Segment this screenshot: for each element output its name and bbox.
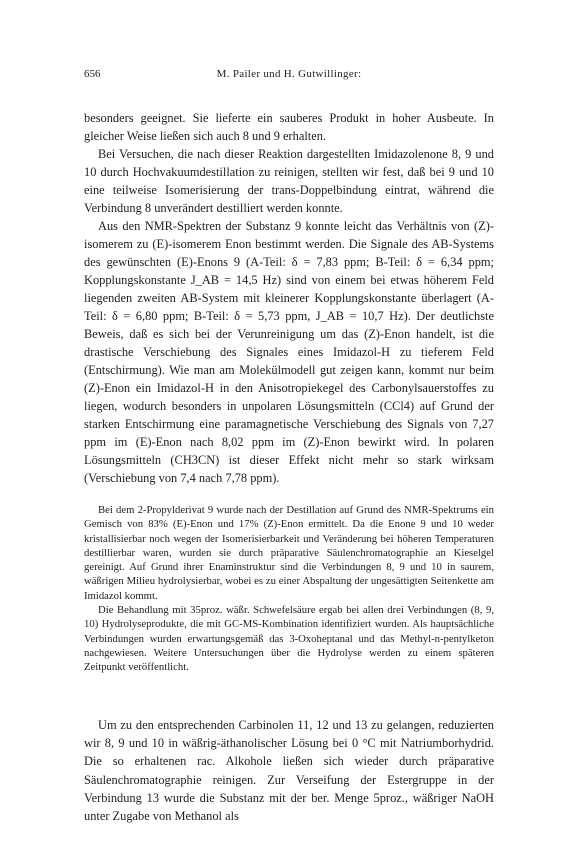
small-print-block xyxy=(84,503,494,675)
running-header xyxy=(84,68,494,84)
page-number: 656 xyxy=(84,68,101,80)
main-text-block-2 xyxy=(84,716,494,825)
small-paragraph-hydrolysis: Die Behandlung mit 35proz. wäßr. Schwefelsäure ergab bei allen drei Verbindungen (8, 9, 10) Hydrolyseprodukte, die mit GC-MS-Kombination identifiziert wurden. Als hauptsächliche Verbindungen wurden erwartungsgemäß das 3-Oxoheptanal und das Methyl-n-pentylketon nachgewiesen. Weitere Untersuchungen über die Hydrolyse werden zu einem späteren Zeitpunkt veröffentlicht. xyxy=(84,604,494,674)
paragraph-distillation: Bei Versuchen, die nach dieser Reaktion dargestellten Imidazolenone 8, 9 und 10 durch Hochvakuumdestillation zu reinigen, stellten wir fest, daß bei 9 und 10 eine teilweise Isomerisierung der trans-Doppelbindung eintrat, während die Verbindung 8 unverändert destilliert werden konnte. xyxy=(84,147,494,215)
main-text-block xyxy=(84,109,494,487)
paragraph-carbinols: Um zu den entsprechenden Carbinolen 11, 12 und 13 zu gelangen, reduzierten wir 8, 9 und 10 in wäßrig-äthanolischer Lösung bei 0 °C mit Natriumborhydrid. Die so erhaltenen rac. Alkohole ließen sich wieder durch präparative Säulenchromatographie reinigen. Zur Verseifung der Estergruppe in der Verbindung 13 wurde die Substanz mit der ber. Menge 5proz., wäßriger NaOH unter Zugabe von Methanol als xyxy=(84,718,494,824)
running-title: M. Pailer und H. Gutwillinger: xyxy=(216,68,362,80)
small-paragraph-propyl: Bei dem 2-Propylderivat 9 wurde nach der Destillation auf Grund des NMR-Spektrums ein Gemisch von 83% (E)-Enon und 17% (Z)-Enon ermittelt. Da die Enone 9 und 10 weder kristallisierbar noch wegen der Isomerisierbarkeit und Veränderung bei höheren Temperaturen destillierbar waren, wurden sie durch präparative Säulenchromatographie an Kieselgel gereinigt. Auf Grund ihrer Enaminstruktur sind die Verbindungen 8, 9 und 10 in saurem, wäßrigen Milieu hydrolysierbar, wobei es zu einer Abspaltung der ungesättigten Seitenkette am Imidazol kommt. xyxy=(84,504,494,602)
paragraph-continuation: besonders geeignet. Sie lieferte ein sauberes Produkt in hoher Ausbeute. In gleicher Weise ließen sich auch 8 und 9 erhalten. xyxy=(84,111,494,143)
paragraph-nmr: Aus den NMR-Spektren der Substanz 9 konnte leicht das Verhältnis von (Z)-isomerem zu (E)-isomerem Enon bestimmt werden. Die Signale des AB-Systems des gewünschten (E)-Enons 9 (A-Teil: δ = 7,83 ppm; B-Teil: δ = 6,34 ppm; Kopplungskonstante J_AB = 14,5 Hz) sind von einem bei etwas höherem Feld liegenden zweiten AB-System mit kleinerer Kopplungskonstante überlagert (A-Teil: δ = 6,80 ppm; B-Teil: δ = 5,73 ppm, J_AB = 10,7 Hz). Der deutlichste Beweis, daß es sich bei der Verunreinigung um das (Z)-Enon handelt, ist die drastische Verschiebung des Signales eines Imidazol-H zu tieferem Feld (Entschirmung). Wie man am Molekülmodell gut zeigen kann, kommt nur beim (Z)-Enon ein Imidazol-H in den Anisotropiekegel des Carbonylsauerstoffes zu liegen, wodurch besonders in unpolaren Lösungsmitteln (CCl4) auf Grund der starken Entschirmung eine paramagnetische Verschiebung des Signals von 7,27 ppm im (E)-Enon nach 8,02 ppm im (Z)-Enon bewirkt wird. In polaren Lösungsmitteln (CH3CN) ist dieser Effekt nicht mehr so stark wirksam (Verschiebung von 7,4 nach 7,78 ppm). xyxy=(84,219,494,485)
